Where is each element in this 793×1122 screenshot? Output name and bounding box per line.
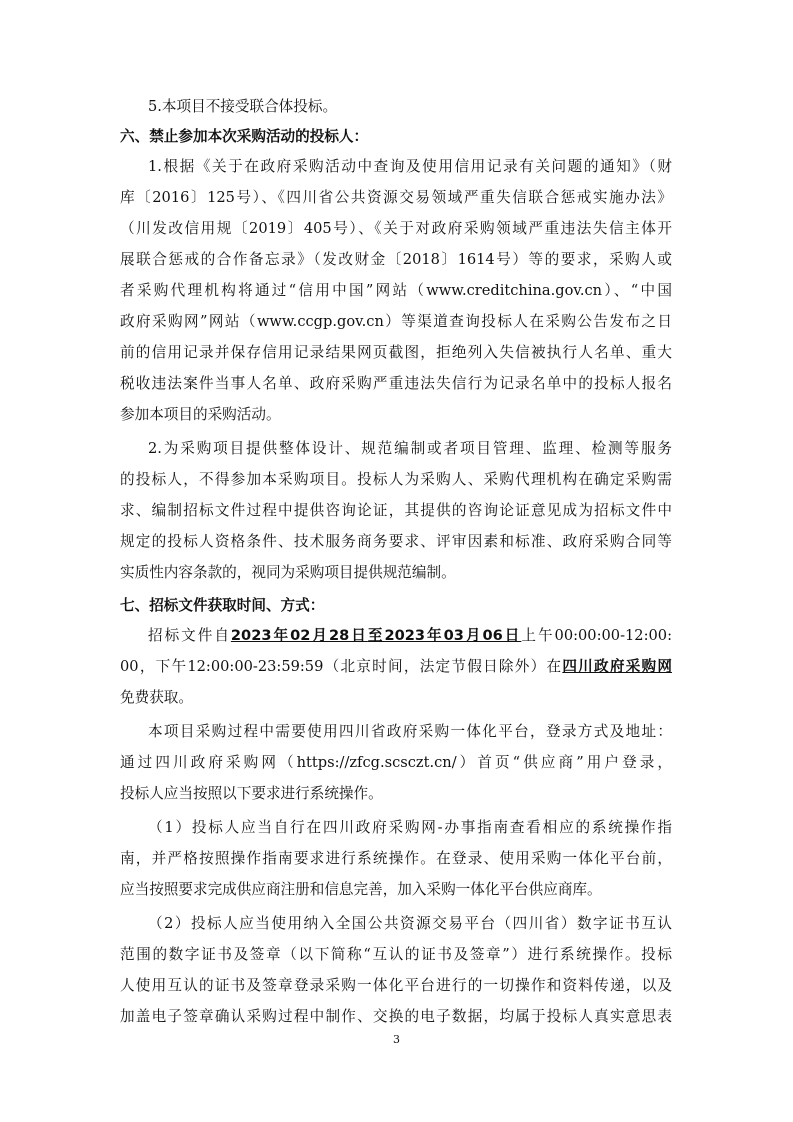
s6-p2-line: 2.为采购项目提供整体设计、规范编制或者项目管理、监理、检测等服务 [148, 440, 672, 457]
s6-p1-line: 政府采购网”网站（www.ccgp.gov.cn）等渠道查询投标人在采购公告发布之日 [120, 313, 672, 330]
section-6-heading: 六、禁止参加本次采购活动的投标人： [120, 128, 369, 145]
page-number: 3 [393, 1033, 400, 1046]
s7-p3-line: （1）投标人应当自行在四川政府采购网-办事指南查看相应的系统操作指 [148, 819, 672, 836]
time-range-afternoon: 00，下午12:00:00-23:59:59（北京时间，法定节假日除外）在 [120, 658, 563, 675]
s7-p1-line [148, 626, 672, 646]
s7-prefix: 招标文件自 [148, 627, 231, 644]
end-date: 2023年03月06日 [384, 627, 522, 644]
s6-p1-line: 1.根据《关于在政府采购活动中查询及使用信用记录有关问题的通知》（财 [148, 158, 672, 175]
s7-p2-line: 通过四川政府采购网（https://zfcg.scsczt.cn/）首页“供应商”用户登录， [120, 754, 672, 771]
s7-p4-line: 人使用互认的证书及签章登录采购一体化平台进行的一切操作和资料传递，以及 [120, 977, 672, 994]
s7-p1-line: 免费获取。 [120, 689, 193, 706]
s6-p1-line: 前的信用记录并保存信用记录结果网页截图，拒绝列入失信被执行人名单、重大 [120, 344, 672, 361]
s6-p2-line: 规定的投标人资格条件、技术服务商务要求、评审因素和标准、政府采购合同等 [120, 533, 672, 550]
s6-p1-line: （川发改信用规〔2019〕405号）、《关于对政府采购领域严重违法失信主体开 [120, 220, 672, 237]
s7-p4-line: 范围的数字证书及签章（以下简称“互认的证书及签章”）进行系统操作。投标 [120, 946, 672, 963]
s6-p2-line: 实质性内容条款的，视同为采购项目提供规范编制。 [120, 564, 456, 581]
time-range-morning: 上午00:00:00-12:00: [521, 627, 672, 644]
s6-p1-line: 参加本项目的采购活动。 [120, 406, 281, 423]
sichuan-procurement-link[interactable]: 四川政府采购网 [562, 658, 672, 675]
s6-p1-line: 库〔2016〕125号）、《四川省公共资源交易领域严重失信联合惩戒实施办法》 [120, 189, 672, 206]
s7-p1-line [120, 657, 672, 677]
s6-p2-line: 求、编制招标文件过程中提供咨询论证，其提供的咨询论证意见成为招标文件中 [120, 502, 672, 519]
item-5: 5.本项目不接受联合体投标。 [148, 98, 338, 115]
s7-p4-line: 加盖电子签章确认采购过程中制作、交换的电子数据，均属于投标人真实意思表 [120, 1008, 672, 1025]
start-date: 2023年02月28日 [230, 627, 368, 644]
s6-p2-line: 的投标人，不得参加本采购项目。投标人为采购人、采购代理机构在确定采购需 [120, 471, 672, 488]
s7-p2-line: 本项目采购过程中需要使用四川省政府采购一体化平台，登录方式及地址： [148, 723, 672, 740]
s7-p3-line: 应当按照要求完成供应商注册和信息完善，加入采购一体化平台供应商库。 [120, 881, 602, 898]
s6-p1-line: 税收违法案件当事人名单、政府采购严重违法失信行为记录名单中的投标人报名 [120, 375, 672, 392]
s6-p1-line: 者采购代理机构将通过“信用中国”网站（www.creditchina.gov.cn）、“中国 [120, 282, 672, 299]
s6-p1-line: 展联合惩戒的合作备忘录》（发改财金〔2018〕1614号）等的要求，采购人或 [120, 251, 672, 268]
date-to: 至 [367, 627, 385, 644]
section-7-heading: 七、招标文件获取时间、方式： [120, 597, 325, 614]
s7-p3-line: 南，并严格按照操作指南要求进行系统操作。在登录、使用采购一体化平台前， [120, 850, 672, 867]
s7-p4-line: （2）投标人应当使用纳入全国公共资源交易平台（四川省）数字证书互认 [148, 915, 672, 932]
s7-p2-line: 投标人应当按照以下要求进行系统操作。 [120, 785, 383, 802]
